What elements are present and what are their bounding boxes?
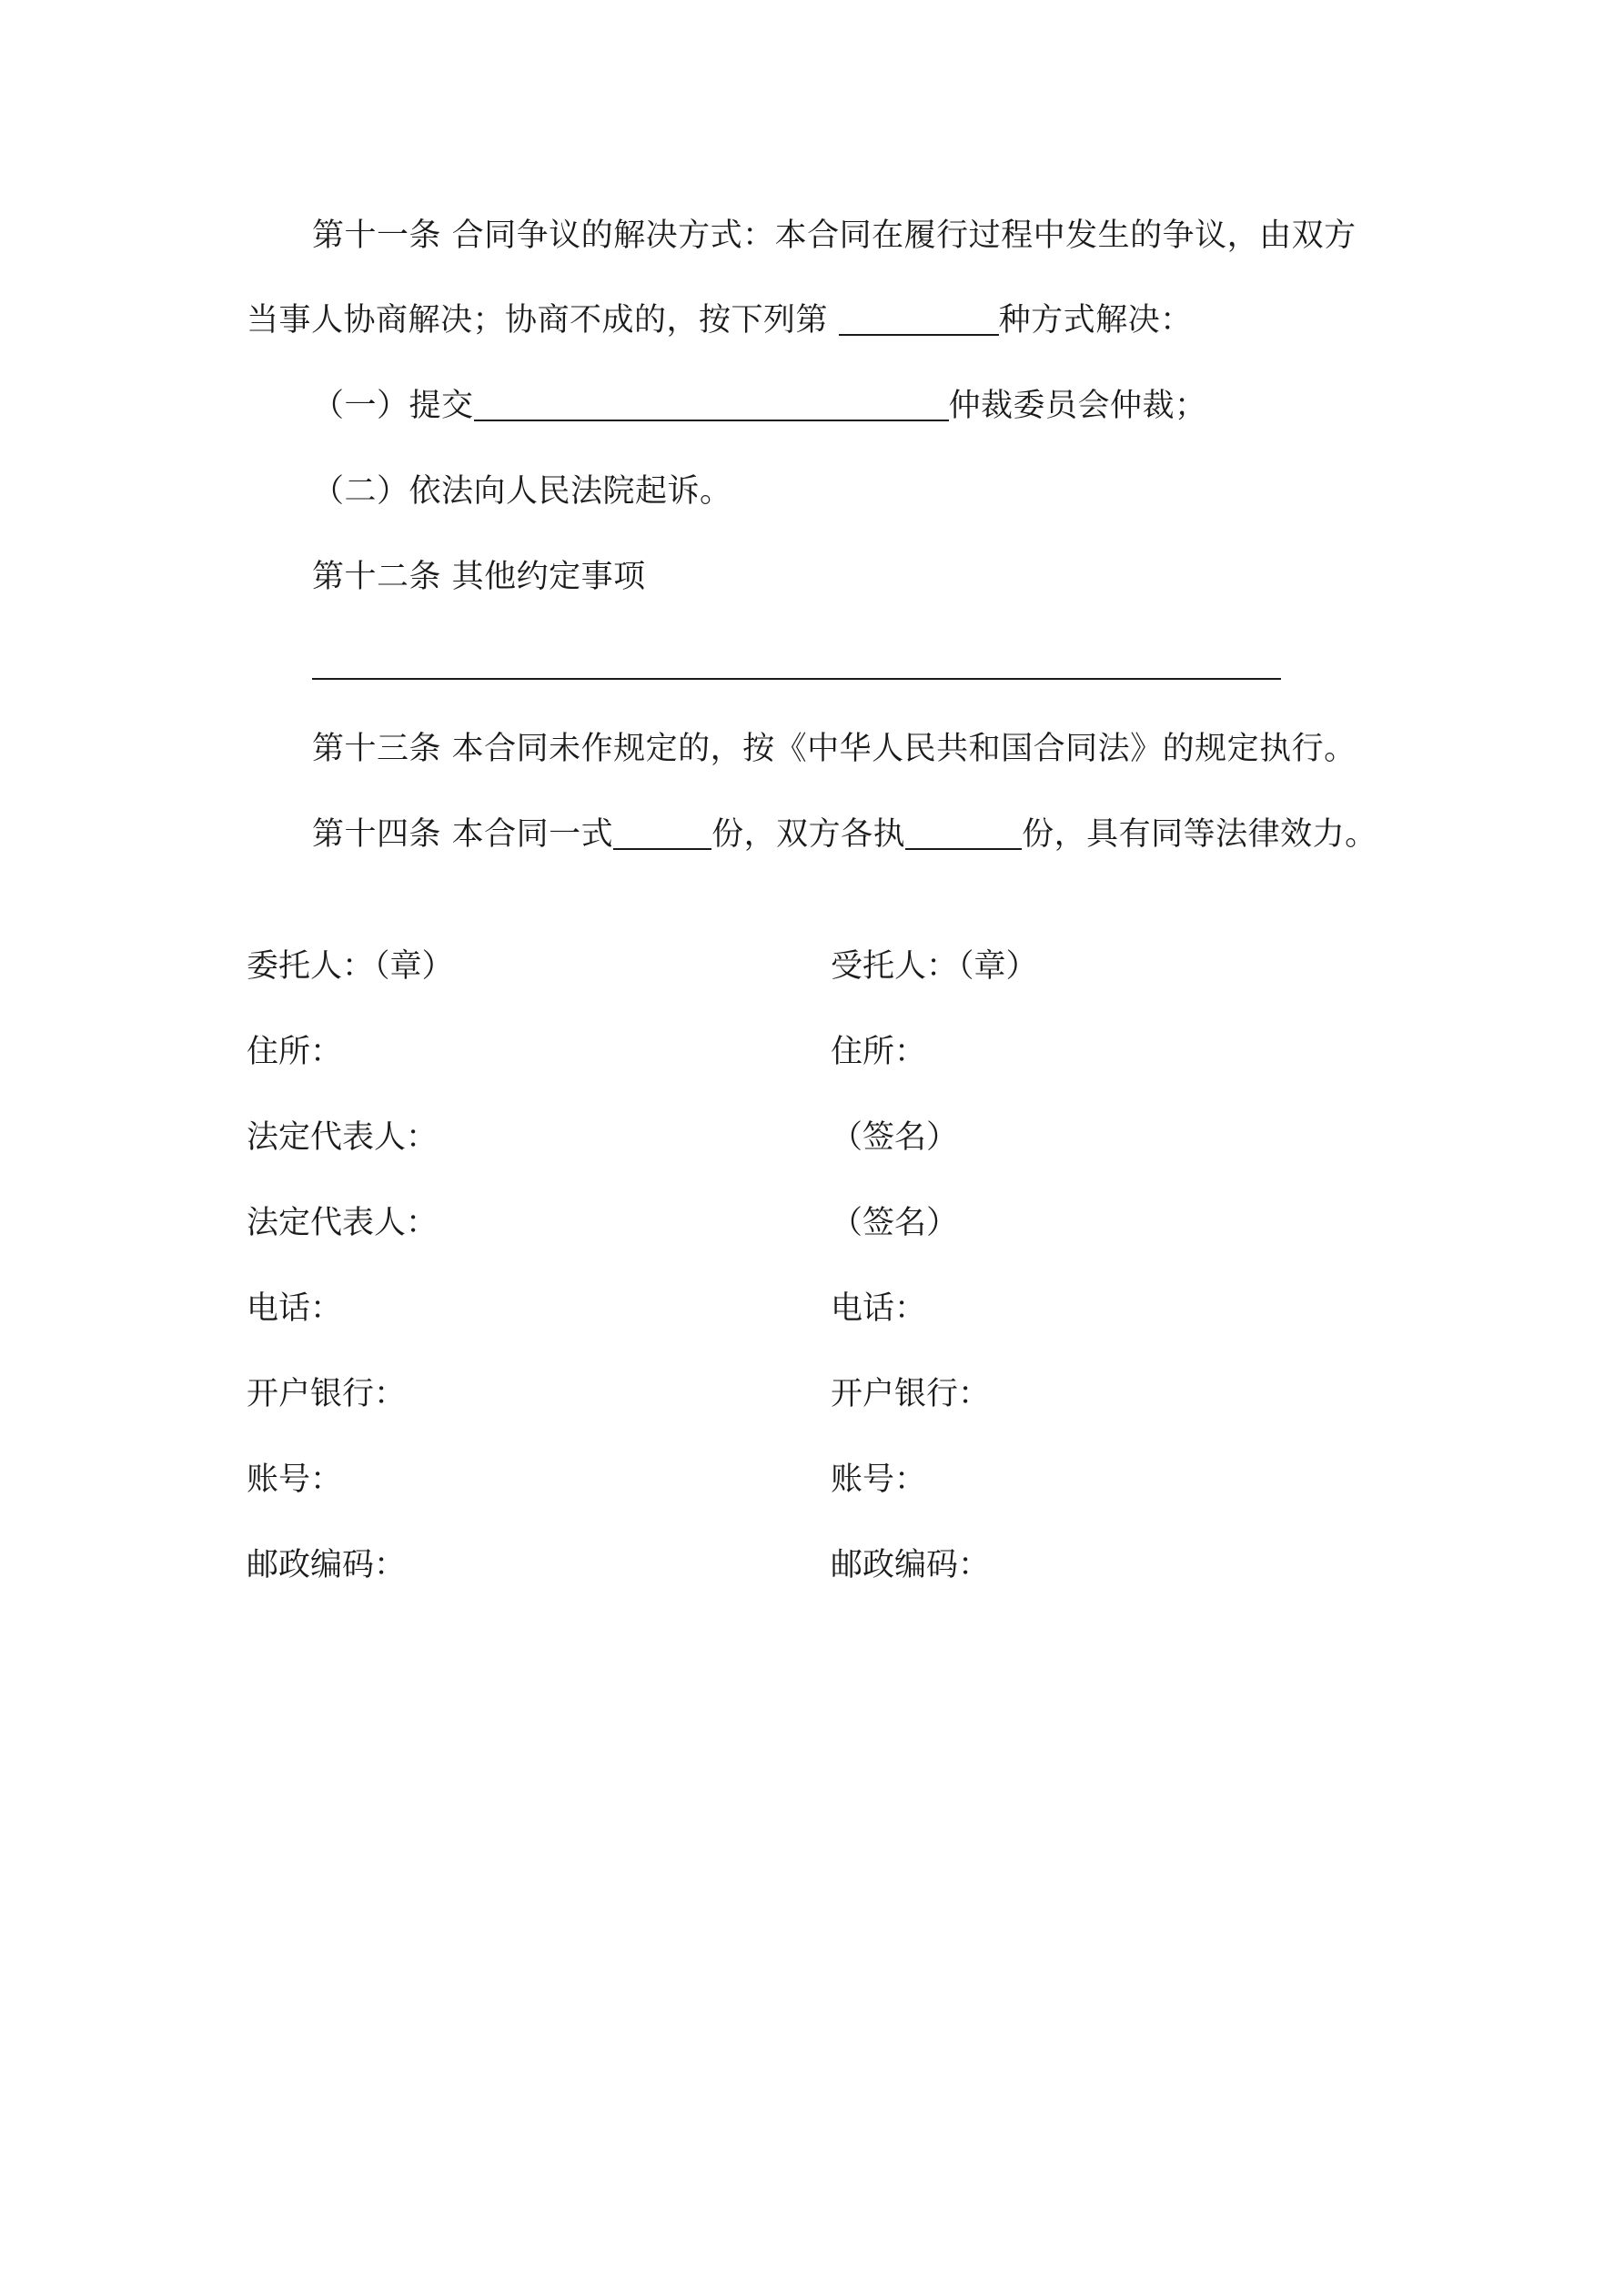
sig-right-address: 住所： (831, 1034, 927, 1070)
sig-right-signature-2: （签名） (831, 1205, 959, 1241)
sig-left-account: 账号： (247, 1462, 343, 1498)
article11-line2-pre: 当事人协商解决；协商不成的，按下列第 (247, 302, 839, 339)
sig-right-postcode: 邮政编码： (831, 1547, 991, 1583)
article11-line1 (312, 216, 1357, 256)
article14 (312, 814, 1377, 855)
sig-left-postcode: 邮政编码： (247, 1547, 407, 1583)
sig-left-legal-rep-1: 法定代表人： (247, 1119, 439, 1156)
sig-right-bank: 开户银行： (831, 1376, 991, 1412)
article11-line2-post: 种方式解决： (998, 302, 1193, 339)
article13 (312, 729, 1357, 769)
sig-right-signature-1: （签名） (831, 1119, 959, 1156)
sig-left-bank: 开户银行： (247, 1376, 407, 1412)
option1-post: 仲裁委员会仲裁； (948, 388, 1207, 424)
article11-option2 (312, 471, 732, 511)
copies-total-blank (613, 815, 711, 850)
article12-title-text: 第十二条 其他约定事项 (312, 559, 646, 595)
article11-line1-text: 第十一条 合同争议的解决方式：本合同在履行过程中发生的争议，由双方 (312, 217, 1357, 254)
copies-each-blank (905, 815, 1022, 850)
sig-right-account: 账号： (831, 1462, 927, 1498)
article14-mid: 份，双方各执 (711, 816, 906, 853)
arbitration-committee-blank (474, 387, 949, 421)
article11-line2 (247, 300, 1193, 340)
sig-left-legal-rep-2: 法定代表人： (247, 1205, 439, 1241)
option1-pre: （一）提交 (312, 388, 474, 424)
sig-left-phone: 电话： (247, 1290, 343, 1327)
sig-right-phone: 电话： (831, 1290, 927, 1327)
article13-text: 第十三条 本合同未作规定的，按《中华人民共和国合同法》的规定执行。 (312, 731, 1357, 767)
sig-right-agent: 受托人：（章） (831, 948, 1038, 985)
method-choice-blank (839, 301, 999, 336)
sig-left-address: 住所： (247, 1034, 343, 1070)
article12-title (312, 557, 646, 597)
article14-post: 份，具有同等法律效力。 (1022, 816, 1377, 853)
sig-left-principal: 委托人：（章） (247, 948, 454, 985)
other-matters-blank-line (312, 678, 1281, 680)
option2-text: （二）依法向人民法院起诉。 (312, 473, 732, 510)
article11-option1 (312, 386, 1207, 426)
article14-pre: 第十四条 本合同一式 (312, 816, 614, 853)
